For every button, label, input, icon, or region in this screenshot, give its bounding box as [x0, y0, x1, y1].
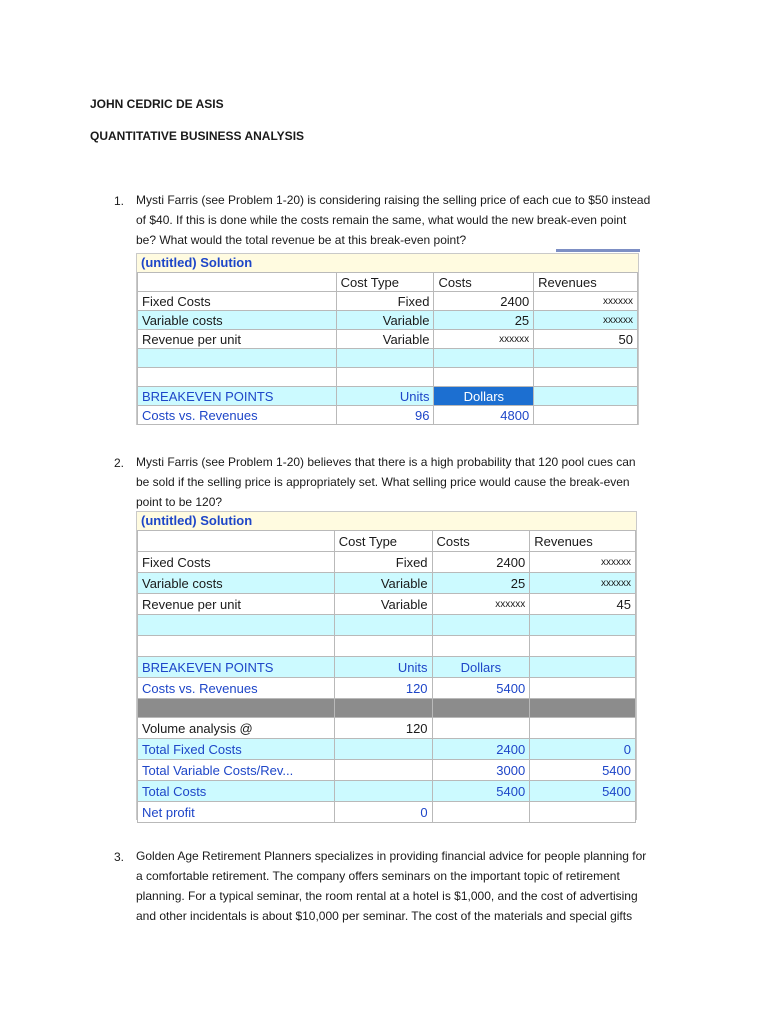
header-cell: Cost Type: [336, 273, 434, 292]
table-cell[interactable]: [534, 368, 638, 387]
header-cell: Costs: [432, 531, 530, 552]
author-name: JOHN CEDRIC DE ASIS: [90, 97, 224, 111]
table-cell[interactable]: [334, 615, 432, 636]
table-cell[interactable]: [534, 406, 638, 425]
table-row: [138, 406, 638, 425]
header-cell: [138, 273, 337, 292]
table-cell[interactable]: Units: [336, 387, 434, 406]
table-cell[interactable]: [334, 781, 432, 802]
table-cell[interactable]: [530, 802, 636, 823]
table-cell[interactable]: [530, 678, 636, 699]
table-cell[interactable]: Fixed Costs: [138, 552, 335, 573]
table-cell[interactable]: 120: [334, 718, 432, 739]
table-cell[interactable]: 2400: [434, 292, 534, 311]
table-cell[interactable]: Fixed: [334, 552, 432, 573]
table-cell[interactable]: Variable costs: [138, 311, 337, 330]
question-1-line: be? What would the total revenue be at this break-even point?: [136, 233, 467, 247]
question-3-line: Golden Age Retirement Planners specializes in providing financial advice for people planning for: [136, 849, 647, 863]
table-cell[interactable]: Units: [334, 657, 432, 678]
question-2-number: 2.: [114, 456, 125, 470]
table-cell[interactable]: [334, 636, 432, 657]
table-cell[interactable]: Net profit: [138, 802, 335, 823]
table-cell: [530, 699, 636, 718]
table-cell[interactable]: Variable: [336, 330, 434, 349]
table-cell[interactable]: [334, 739, 432, 760]
table-cell[interactable]: Variable: [334, 573, 432, 594]
table-row: [138, 594, 636, 615]
table-cell[interactable]: Volume analysis @: [138, 718, 335, 739]
table-cell[interactable]: 0: [334, 802, 432, 823]
table-cell[interactable]: [434, 349, 534, 368]
table-row: [138, 552, 636, 573]
header-cell: Cost Type: [334, 531, 432, 552]
table-row: [138, 678, 636, 699]
table-cell[interactable]: Fixed Costs: [138, 292, 337, 311]
table-cell[interactable]: xxxxxx: [534, 311, 638, 330]
question-3-text: [136, 846, 696, 926]
table-cell[interactable]: Total Costs: [138, 781, 335, 802]
question-2-line: be sold if the selling price is appropriately set. What selling price would cause the break-even: [136, 475, 630, 489]
table-cell[interactable]: xxxxxx: [530, 552, 636, 573]
question-1-line: Mysti Farris (see Problem 1-20) is considering raising the selling price of each cue to $50 instead: [136, 193, 651, 207]
table-row: [138, 636, 636, 657]
table-cell: [432, 699, 530, 718]
question-3-line: and other incidentals is about $10,000 per seminar. The cost of the materials and special gifts: [136, 909, 633, 923]
table-cell[interactable]: [530, 636, 636, 657]
table-row: [138, 802, 636, 823]
table-cell[interactable]: Variable costs: [138, 573, 335, 594]
table-cell[interactable]: [336, 349, 434, 368]
table-row: [138, 368, 638, 387]
table-cell[interactable]: xxxxxx: [434, 330, 534, 349]
table-cell[interactable]: 45: [530, 594, 636, 615]
table-cell[interactable]: 4800: [434, 406, 534, 425]
question-2-line: Mysti Farris (see Problem 1-20) believes that there is a high probability that 120 pool cues can: [136, 455, 636, 469]
table-cell[interactable]: Total Fixed Costs: [138, 739, 335, 760]
table-cell[interactable]: 25: [434, 311, 534, 330]
table-cell[interactable]: 50: [534, 330, 638, 349]
table-cell[interactable]: 5400: [530, 781, 636, 802]
table-cell[interactable]: [432, 802, 530, 823]
table-cell[interactable]: Fixed: [336, 292, 434, 311]
course-title: QUANTITATIVE BUSINESS ANALYSIS: [90, 129, 305, 143]
table-cell[interactable]: [530, 657, 636, 678]
table-row: [138, 387, 638, 406]
table-cell[interactable]: 120: [334, 678, 432, 699]
table-cell[interactable]: BREAKEVEN POINTS: [138, 657, 335, 678]
table-cell: [138, 699, 335, 718]
question-1-number: 1.: [114, 194, 125, 208]
table-cell[interactable]: 5400: [432, 678, 530, 699]
table-cell: [334, 699, 432, 718]
selected-cell[interactable]: Dollars: [434, 387, 534, 406]
table-row: [138, 657, 636, 678]
table-cell[interactable]: [434, 368, 534, 387]
table-cell[interactable]: 25: [432, 573, 530, 594]
table-cell[interactable]: xxxxxx: [534, 292, 638, 311]
table-cell[interactable]: [138, 615, 335, 636]
question-2-line: point to be 120?: [136, 495, 223, 509]
table-cell[interactable]: Costs vs. Revenues: [138, 406, 337, 425]
table-cell[interactable]: [534, 349, 638, 368]
table-row: [138, 349, 638, 368]
question-2-text: [136, 452, 676, 512]
solution-table-2: [136, 511, 637, 820]
table-row: [138, 718, 636, 739]
table-cell[interactable]: Costs vs. Revenues: [138, 678, 335, 699]
table-cell[interactable]: [530, 615, 636, 636]
table-cell[interactable]: [138, 636, 335, 657]
question-1-text: [136, 190, 676, 250]
table-cell[interactable]: 0: [530, 739, 636, 760]
table-cell[interactable]: 5400: [530, 760, 636, 781]
table-cell[interactable]: xxxxxx: [432, 594, 530, 615]
table-row: [138, 311, 638, 330]
table-cell[interactable]: [530, 718, 636, 739]
question-3-line: a comfortable retirement. The company offers seminars on the important topic of retirement: [136, 869, 620, 883]
table-row: [138, 781, 636, 802]
table-cell[interactable]: [534, 387, 638, 406]
header-cell: [138, 531, 335, 552]
table-cell[interactable]: 96: [336, 406, 434, 425]
solution-table-1: [136, 253, 639, 425]
table-row: [138, 573, 636, 594]
table-cell[interactable]: Revenue per unit: [138, 594, 335, 615]
question-3-line: planning. For a typical seminar, the room rental at a hotel is $1,000, and the cost of advertising: [136, 889, 638, 903]
question-3-number: 3.: [114, 850, 125, 864]
table-1-title: (untitled) Solution: [137, 254, 638, 272]
header-cell: Revenues: [530, 531, 636, 552]
window-edge-decoration: [556, 249, 640, 252]
table-cell[interactable]: [336, 368, 434, 387]
table-cell[interactable]: Variable: [336, 311, 434, 330]
table-cell[interactable]: [432, 615, 530, 636]
table-row: [138, 760, 636, 781]
table-cell[interactable]: Dollars: [432, 657, 530, 678]
table-cell[interactable]: 2400: [432, 739, 530, 760]
table-cell[interactable]: [432, 718, 530, 739]
table-cell[interactable]: [138, 349, 337, 368]
table-row: [138, 330, 638, 349]
table-cell[interactable]: [334, 760, 432, 781]
table-cell[interactable]: [432, 636, 530, 657]
table-cell[interactable]: Revenue per unit: [138, 330, 337, 349]
table-1-header-row: [138, 273, 638, 292]
table-row: [138, 292, 638, 311]
header-cell: Revenues: [534, 273, 638, 292]
table-cell[interactable]: Variable: [334, 594, 432, 615]
table-cell[interactable]: [138, 368, 337, 387]
table-2-grid: [137, 530, 636, 823]
table-cell[interactable]: 2400: [432, 552, 530, 573]
table-cell[interactable]: BREAKEVEN POINTS: [138, 387, 337, 406]
table-2-title: (untitled) Solution: [137, 512, 636, 530]
table-cell[interactable]: 5400: [432, 781, 530, 802]
table-cell[interactable]: 3000: [432, 760, 530, 781]
question-1-line: of $40. If this is done while the costs remain the same, what would the new break-even point: [136, 213, 627, 227]
table-cell[interactable]: Total Variable Costs/Rev...: [138, 760, 335, 781]
separator-row: [138, 699, 636, 718]
table-2-header-row: [138, 531, 636, 552]
table-1-grid: [137, 272, 638, 425]
table-row: [138, 739, 636, 760]
table-cell[interactable]: xxxxxx: [530, 573, 636, 594]
header-cell: Costs: [434, 273, 534, 292]
table-row: [138, 615, 636, 636]
